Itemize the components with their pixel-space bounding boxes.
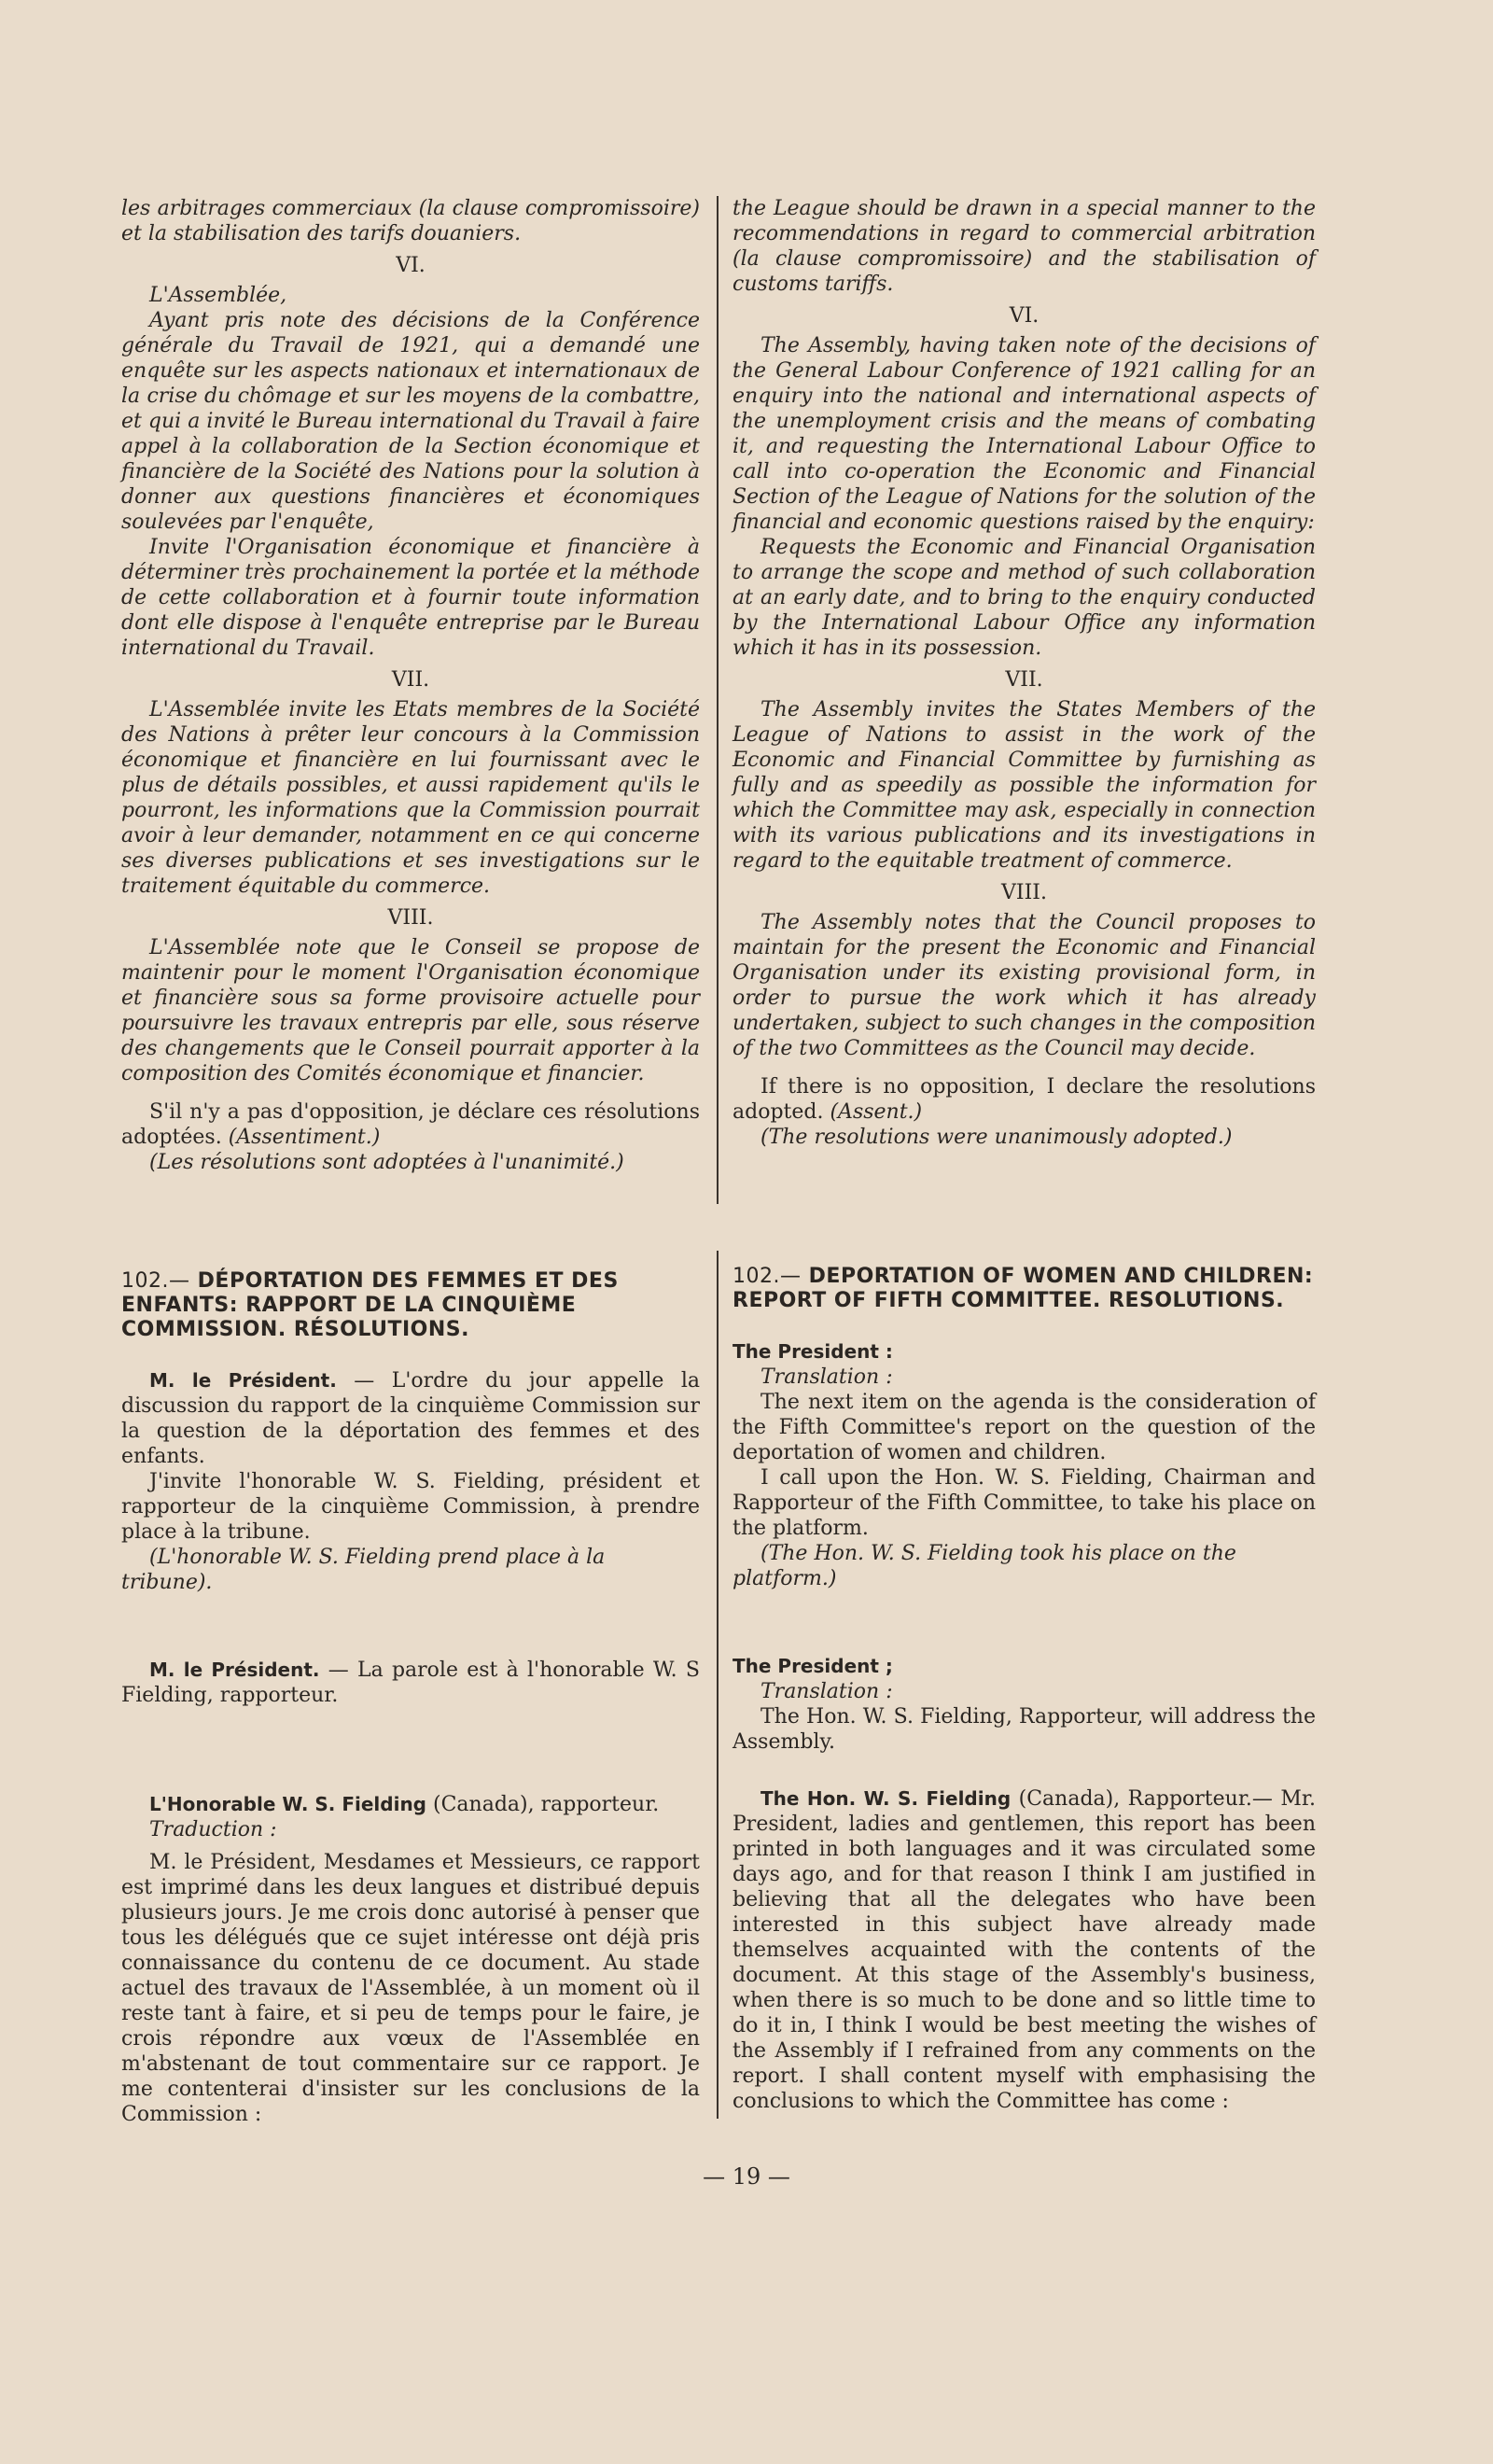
fr-resolution-vii-text: L'Assemblée invite les Etats membres de la Société des Nations à prêter leur concours à la Commission économique et financière en lui fournissant avec le plus de détails possibles, et aussi rapidement qu'ils le pourront, les informations que la Commission pourrait avoir à leur demander, notamment en ce qui concerne ses diverses publications et ses investigations sur le traitement équitable du commerce. [121,698,700,898]
en-president-1-stage: (The Hon. W. S. Fielding took his place on the platform.) [733,1542,1236,1590]
fr-president-1-stage: (L'honorable W. S. Fielding prend place à la tribune). [121,1546,606,1594]
fr-resolution-vi-number: VI. [396,254,426,277]
fr-resolution-vi-considering: Ayant pris note des décisions de la Conférence générale du Travail de 1921, qui a demandé une enquête sur les aspects nationaux et internationaux de la crise du chômage et sur les moyens de la combattre, et qui a invité le Bureau international du Travail à faire appel à la collaboration de la Section économique et financière de la Société des Nations pour la solution à donner aux questions financières et économiques soulevées par l'enquête, [121,309,700,534]
fr-no-opposition [121,1099,700,1150]
en-president-2-speaker: The President ; [733,1655,893,1677]
en-intro: the League should be drawn in a special manner to the recommendations in regard to commercial arbitration (la clause compromissoire) and the stabilisation of customs tariffs. [733,197,1316,296]
column-divider-top [717,196,719,1204]
fr-president-2-text: — La parole est à l'honorable W. S Fielding, rapporteur. [121,1659,700,1707]
fr-resolution-viii-text: L'Assemblée note que le Conseil se propose de maintenir pour le moment l'Organisation économique et financière sous sa forme provisoire actuelle pour poursuivre les travaux entrepris par elle, sous réserve des changements que le Conseil pourrait apporter à la composition des Comités économique et financier. [121,936,700,1085]
fr-president-1-invite: J'invite l'honorable W. S. Fielding, président et rapporteur de la cinquième Commission, à prendre place à la tribune. [121,1470,700,1544]
fr-resolution-vi-invites: Invite l'Organisation économique et financière à déterminer très prochainement la portée et la méthode de cette collaboration et à fournir toute information dont elle dispose à l'enquête entreprise par le Bureau international du Travail. [121,536,700,660]
fr-fielding-heading [121,1792,700,1817]
en-president-2-translation: Translation : [760,1680,893,1703]
fr-president-2-speaker: M. le Président. [149,1659,320,1681]
en-president-1-text: The next item on the agenda is the consideration of the Fifth Committee's report on the question of the deportation of women and children. [733,1391,1316,1464]
fr-fielding-translation: Traduction : [149,1818,277,1841]
column-divider-bottom [717,1251,719,2119]
fr-fielding-speaker: L'Honorable W. S. Fielding [149,1793,427,1815]
en-fielding-speaker: The Hon. W. S. Fielding [760,1787,1012,1810]
en-resolution-vi-considering: The Assembly, having taken note of the decisions of the General Labour Conference of 1921 calling for an enquiry into the national and international aspects of the unemployment crisis and the means of combating it, and requesting the International Labour Office to call into co-operation the Economic and Financial Section of the League of Nations for the solution of the financial and economic questions raised by the enquiry: [733,334,1316,534]
en-president-2-block [733,1654,1316,1755]
en-fielding-role: (Canada), Rapporteur.— [1018,1787,1273,1811]
en-president-1-translation: Translation : [760,1365,893,1389]
en-resolution-vi-number: VI. [1009,304,1040,328]
fr-president-1 [121,1368,700,1469]
en-resolution-viii-number: VIII. [1001,881,1047,904]
en-president-2-text: The Hon. W. S. Fielding, Rapporteur, will address the Assembly. [733,1705,1316,1754]
fr-section-number: 102.— [121,1269,190,1293]
en-president-1-speaker: The President : [733,1340,893,1363]
en-no-opposition [733,1074,1316,1125]
en-section-title: DEPORTATION OF WOMEN AND CHILDREN: REPORT OF FIFTH COMMITTEE. RESOLUTIONS. [733,1265,1314,1312]
fr-section-heading [121,1269,700,1342]
english-column [733,196,1316,1150]
en-resolution-vii-number: VII. [1005,668,1043,692]
fr-intro: les arbitrages commerciaux (la clause compromissoire) et la stabilisation des tarifs douaniers. [121,197,700,245]
fr-fielding-text: M. le Président, Mesdames et Messieurs, ce rapport est imprimé dans les deux langues et distribué depuis plusieurs jours. Je me crois donc autorisé à penser que tous les délégués que ce sujet intéresse ont déjà pris connaissance du contenu de ce document. Au stade actuel des travaux de l'Assemblée, à un moment où il reste tant à faire, et si peu de temps pour le faire, je crois répondre aux vœux de l'Assemblée en m'abstenant de tout commentaire sur ce rapport. Je me contenterai d'insister sur les conclusions de la Commission : [121,1851,700,2126]
en-fielding-block [733,1786,1316,2114]
fr-resolution-vi-opening: L'Assemblée, [149,284,287,307]
fr-president-1-text: — L'ordre du jour appelle la discussion du rapport de la cinquième Commission sur la question de la déportation des femmes et des enfants. [121,1369,701,1468]
fr-president-1-speaker: M. le Président. [149,1369,337,1392]
fr-assent: (Assentiment.) [228,1126,381,1149]
fr-resolution-vii-number: VII. [391,668,430,692]
fr-resolution-viii-number: VIII. [387,906,434,930]
en-president-2-heading [733,1654,1316,1679]
fr-section-title: DÉPORTATION DES FEMMES ET DES ENFANTS: RAPPORT DE LA CINQUIÈME COMMISSION. RÉSOLUTIONS. [121,1269,619,1341]
en-resolution-viii-text: The Assembly notes that the Council proposes to maintain for the present the Economic and Financial Organisation under its existing provisional form, in order to pursue the work which it has already undertaken, subject to such changes in the composition of the two Committees as the Council may decide. [733,911,1316,1060]
en-resolution-vi-requests: Requests the Economic and Financial Organisation to arrange the scope and method of such collaboration at an early date, and to bring to the enquiry conducted by the International Labour Office any information which it has in its possession. [733,536,1316,660]
en-assent: (Assent.) [830,1100,923,1124]
en-section-heading [733,1265,1316,1313]
fr-fielding-role: (Canada), rapporteur. [433,1793,660,1816]
fr-president-2-block [121,1658,700,1708]
fr-president-2 [121,1658,700,1708]
fr-fielding-block [121,1792,700,2127]
en-president-1-heading [733,1339,1316,1365]
en-section-number: 102.— [733,1265,802,1288]
page-number: — 19 — [703,2163,790,2190]
en-section-102 [733,1265,1316,1591]
fr-no-opposition-text: S'il n'y a pas d'opposition, je déclare ces résolutions adoptées. [121,1100,700,1149]
en-no-opposition-text: If there is no opposition, I declare the resolutions adopted. [733,1075,1316,1124]
french-column [121,196,700,1175]
en-resolution-vii-text: The Assembly invites the States Members of the League of Nations to assist in the work of the Economic and Financial Committee by furnishing as fully and as speedily as possible the information for which the Committee may ask, especially in connection with its various publications and its investigations in regard to the equitable treatment of commerce. [733,698,1316,873]
fr-section-102 [121,1269,700,1595]
en-fielding-text: Mr. President, ladies and gentlemen, this report has been printed in both languages and it was circulated some days ago, and for that reason I think I am justified in believing that all the delegates who have been interested in this subject have already made themselves acquainted with the contents of the document. At this stage of the Assembly's business, when there is so much to be done and so little time to do it in, I think I would be best meeting the wishes of the Assembly if I refrained from any comments on the report. I shall content myself with emphasising the conclusions to which the Committee has come : [733,1787,1317,2113]
en-adopted-note: (The resolutions were unanimously adopted.) [760,1126,1233,1149]
en-president-1-invite: I call upon the Hon. W. S. Fielding, Chairman and Rapporteur of the Fifth Committee, to take his place on the platform. [733,1466,1316,1540]
fr-adopted-note: (Les résolutions sont adoptées à l'unanimité.) [149,1151,624,1174]
en-fielding-text-para [733,1786,1316,2114]
